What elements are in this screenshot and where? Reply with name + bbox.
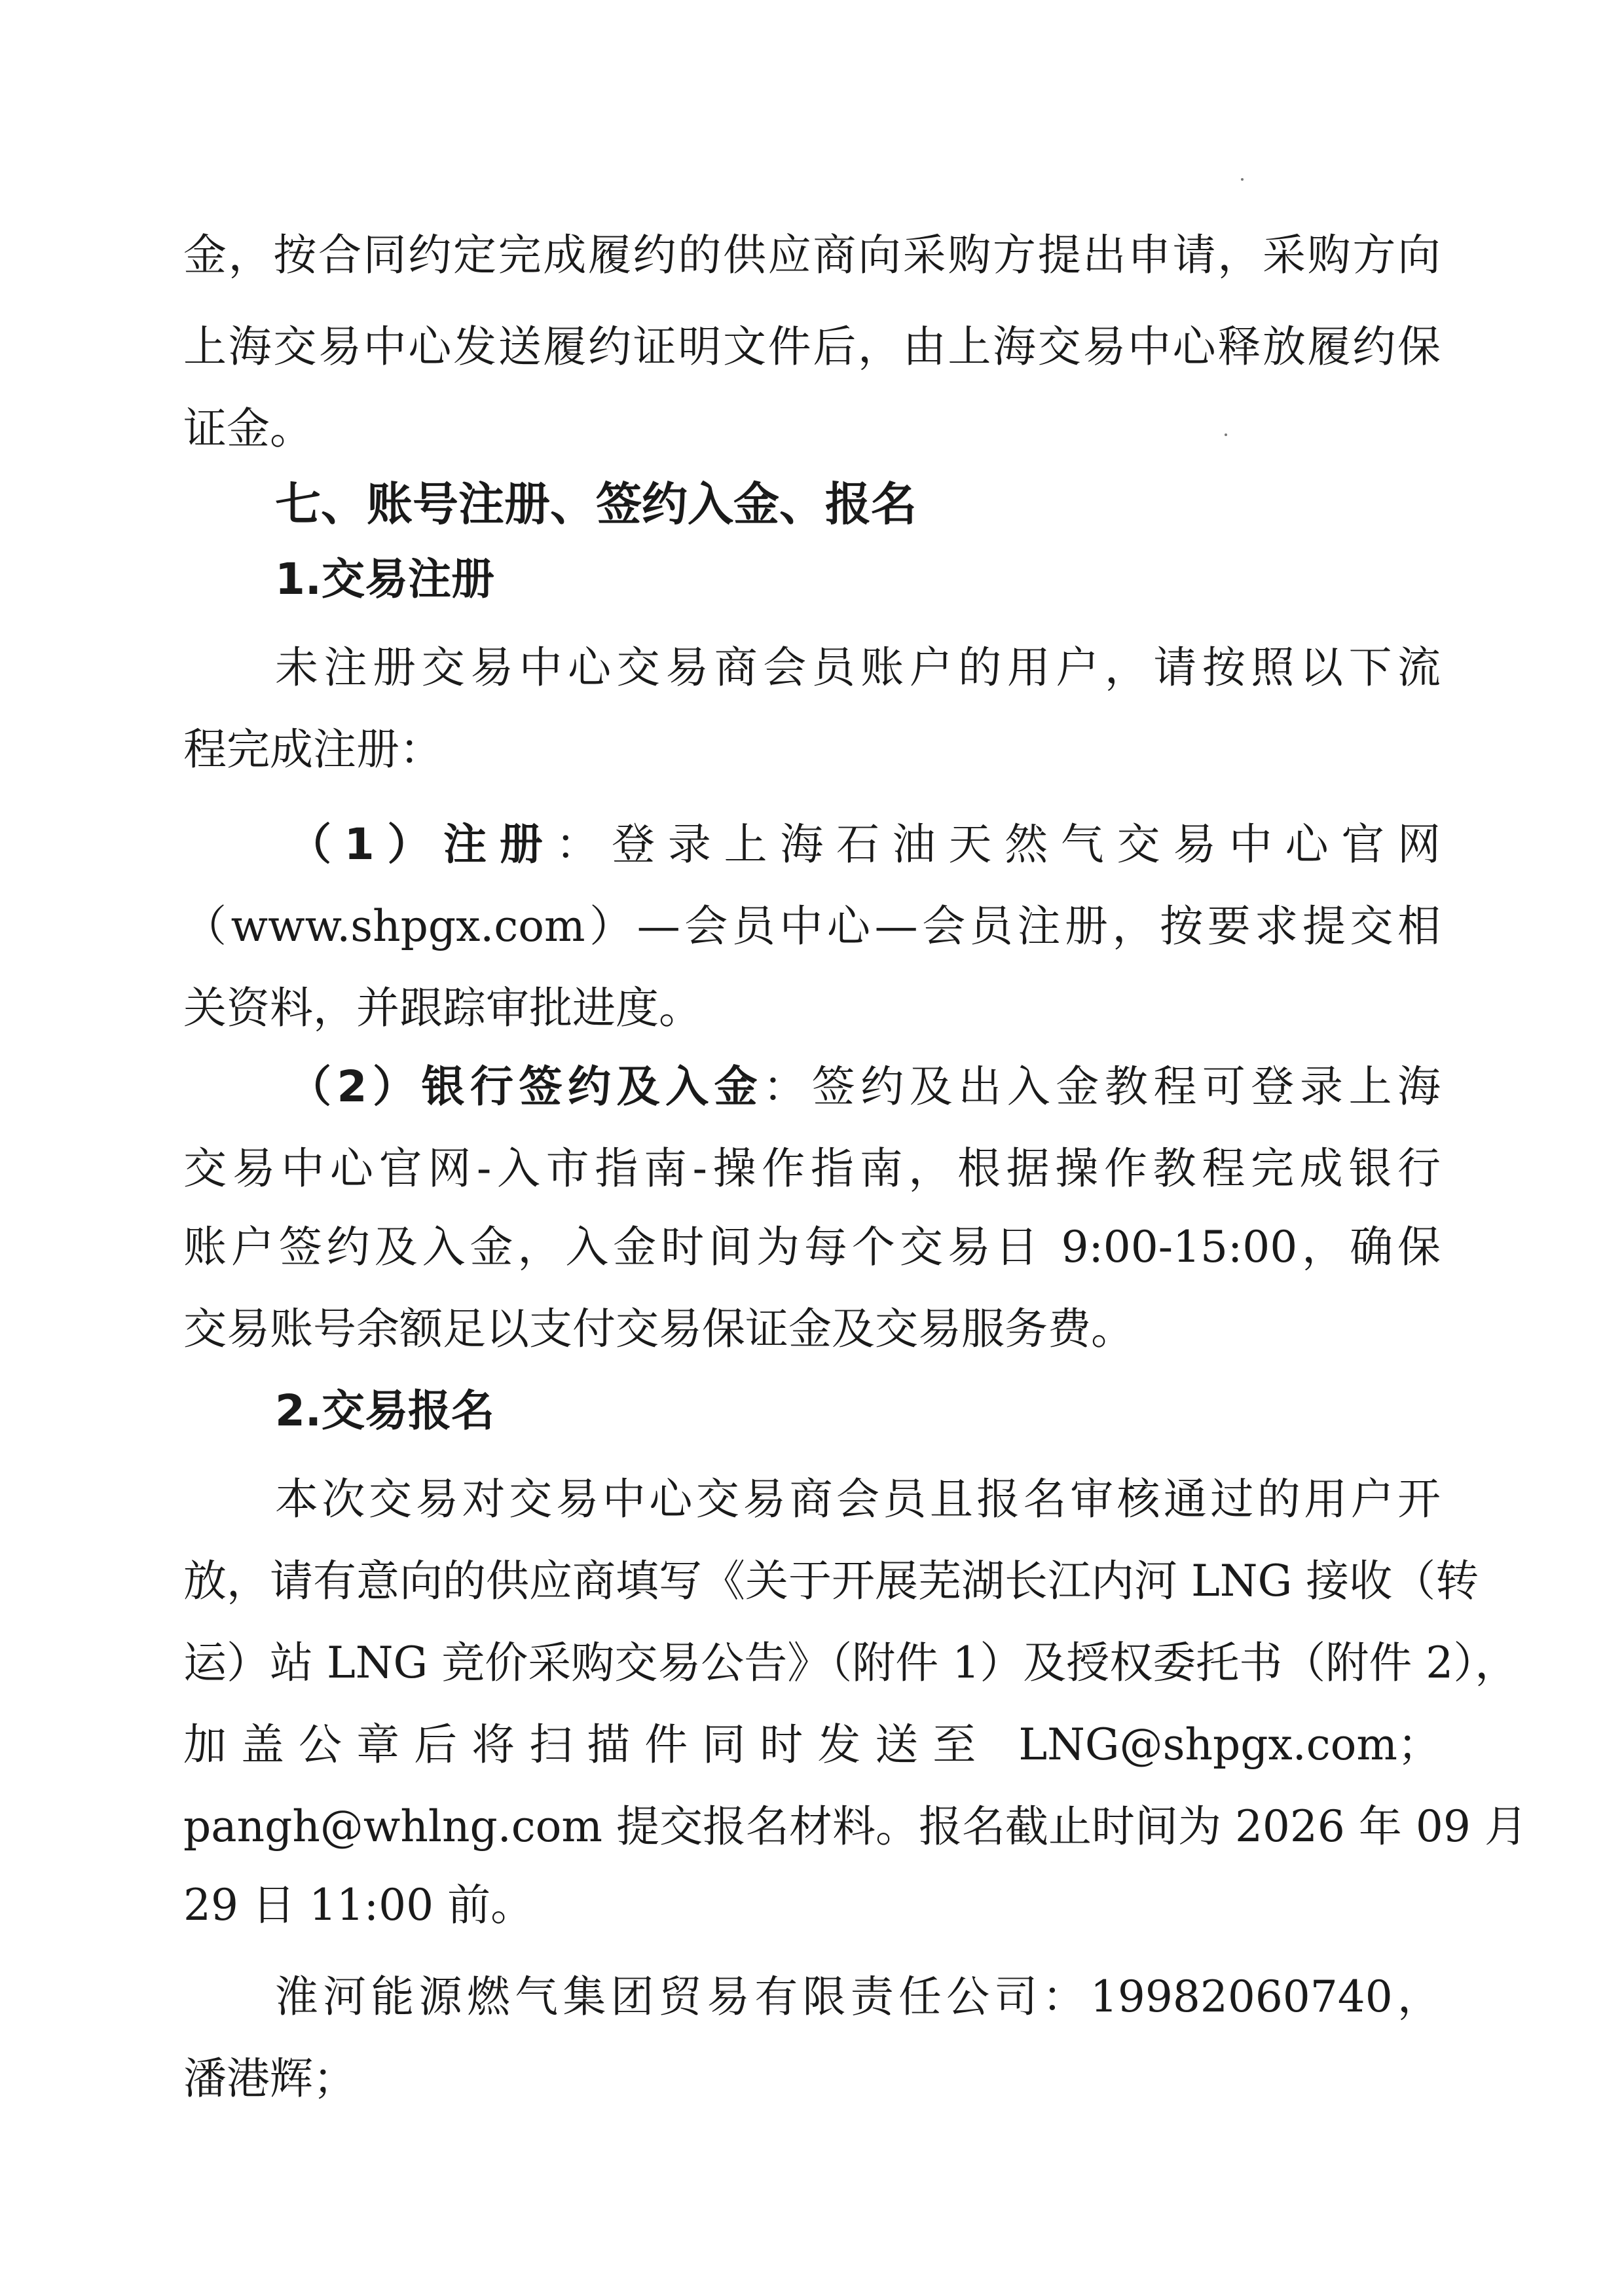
intro-line-3: 证金。 xyxy=(183,403,313,454)
signup-line-6: 29 日 11:00 前。 xyxy=(183,1880,534,1930)
registration-intro-line-1: 未注册交易中心交易商会员账户的用户，请按照以下流 xyxy=(275,642,1441,693)
registration-step-1-line-1 xyxy=(288,815,1441,874)
contact-line-2: 潘港辉； xyxy=(183,2053,356,2104)
scan-speck xyxy=(1225,433,1227,436)
signup-line-1: 本次交易对交易中心交易商会员且报名审核通过的用户开 xyxy=(275,1474,1441,1524)
registration-step-2-text: ：签约及出入金教程可登录上海 xyxy=(763,1061,1441,1112)
registration-step-1-line-3: 关资料，并跟踪审批进度。 xyxy=(183,983,702,1033)
registration-step-2-line-1 xyxy=(288,1057,1441,1116)
signup-line-5: pangh@whlng.com 提交报名材料。报名截止时间为 2026 年 09 月 xyxy=(183,1801,1528,1852)
signup-line-4: 加盖公章后将扫描件同时发送至 LNG@shpgx.com； xyxy=(183,1719,1441,1770)
contact-line-1: 淮河能源燃气集团贸易有限责任公司：19982060740， xyxy=(275,1972,1441,2022)
registration-step-2-line-4: 交易账号余额足以支付交易保证金及交易服务费。 xyxy=(183,1304,1134,1354)
signup-line-3: 运）站 LNG 竞价采购交易公告》（附件 1）及授权委托书（附件 2）， xyxy=(183,1638,1519,1688)
section-heading: 七、账号注册、签约入金、报名 xyxy=(275,477,917,531)
registration-step-1-label: （1）注册 xyxy=(288,819,556,870)
subsection-heading-signup: 2.交易报名 xyxy=(275,1386,494,1436)
registration-step-1-line-2: （www.shpgx.com）—会员中心—会员注册，按要求提交相 xyxy=(183,901,1441,951)
scan-speck xyxy=(1241,178,1244,181)
intro-line-1: 金，按合同约定完成履约的供应商向采购方提出申请，采购方向 xyxy=(183,230,1441,280)
registration-step-2-line-3: 账户签约及入金，入金时间为每个交易日 9:00-15:00，确保 xyxy=(183,1222,1441,1272)
intro-line-2: 上海交易中心发送履约证明文件后，由上海交易中心释放履约保 xyxy=(183,321,1441,372)
subsection-heading-registration: 1.交易注册 xyxy=(275,554,494,604)
page-body xyxy=(183,0,1528,2295)
registration-intro-line-2: 程完成注册： xyxy=(183,724,443,775)
registration-step-1-text: ：登录上海石油天然气交易中心官网 xyxy=(555,819,1441,870)
registration-step-2-label: （2）银行签约及入金 xyxy=(288,1061,764,1112)
signup-line-2: 放，请有意向的供应商填写《关于开展芜湖长江内河 LNG 接收（转 xyxy=(183,1556,1479,1606)
registration-step-2-line-2: 交易中心官网-入市指南-操作指南，根据操作教程完成银行 xyxy=(183,1143,1441,1194)
